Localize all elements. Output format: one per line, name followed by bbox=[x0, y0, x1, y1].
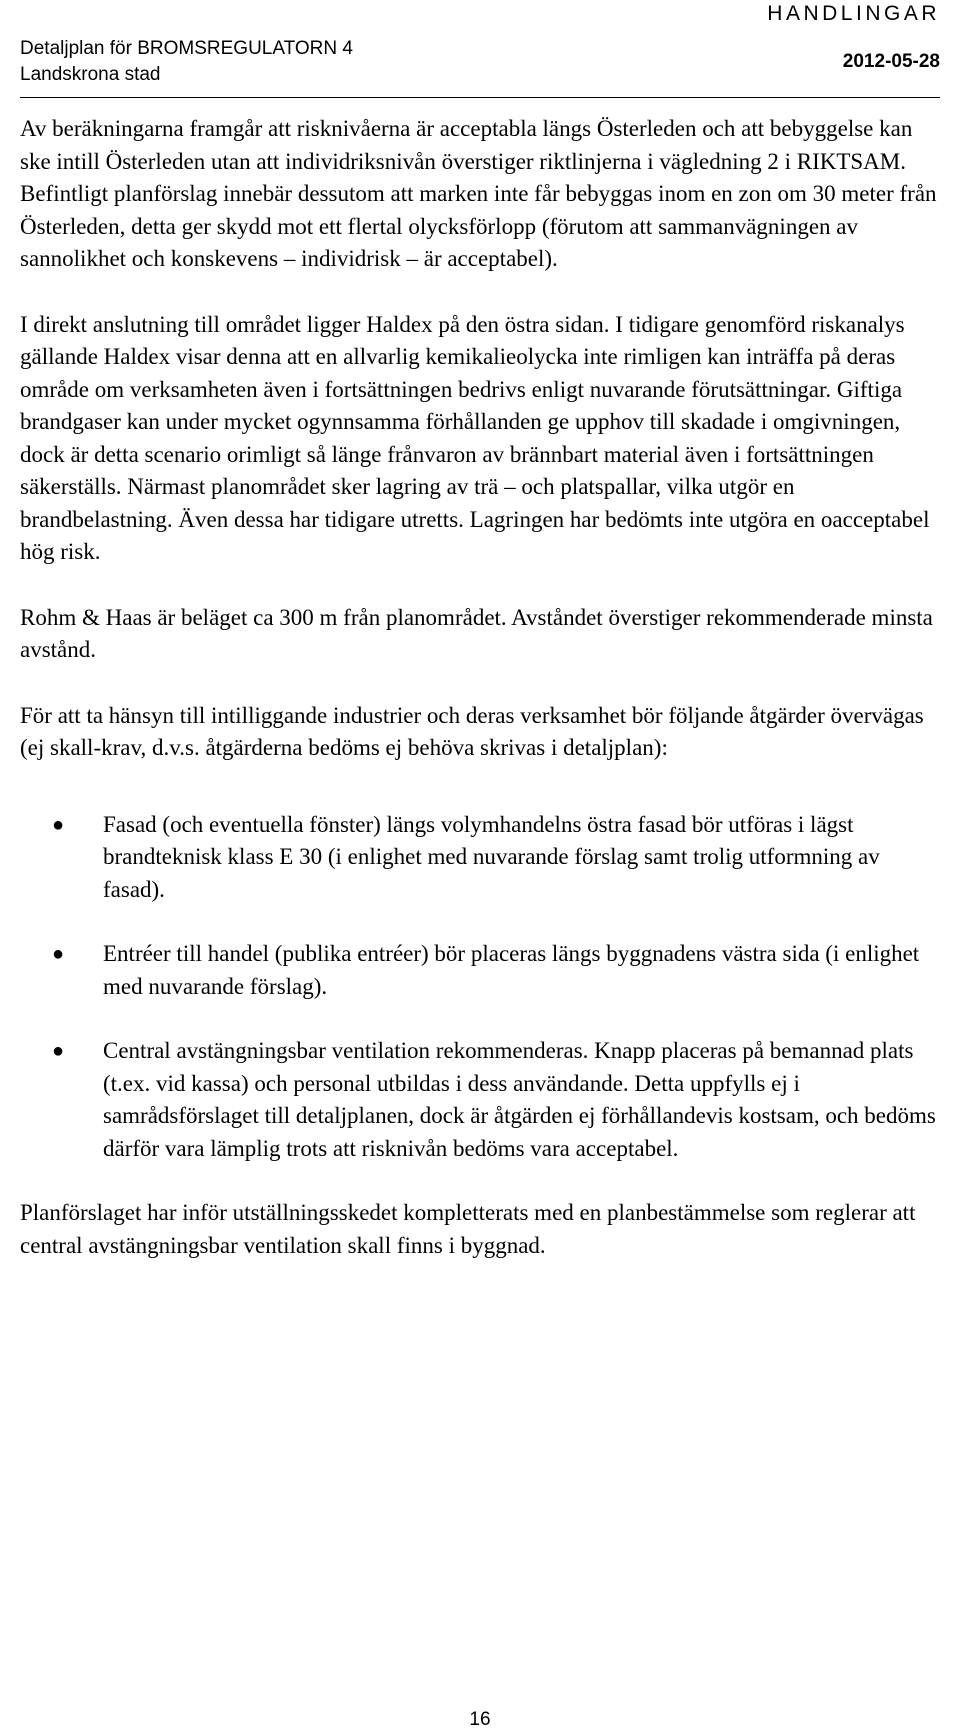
paragraph-haldex: I direkt anslutning till området ligger Haldex på den östra sidan. I tidigare genomförd riskanalys gällande Haldex visar denna att en allvarlig kemikalieolycka inte rimligen kan inträffa på deras område om verksamheten även i fortsättningen bedrivs enligt nuvarande förutsättningar. Giftiga brandgaser kan under mycket ogynnsamma förhållanden ge upphov till skadade i omgivningen, dock är detta scenario orimligt så länge frånvaron av brännbart material även i fortsättningen säkerställs. Närmast planområdet sker lagring av trä – och platspallar, vilka utgör en brandbelastning. Även dessa har tidigare utretts. Lagringen har bedömts inte utgöra en oacceptabel hög risk. bbox=[20, 311, 930, 564]
bullet-icon: ● bbox=[52, 813, 65, 836]
paragraph-closing: Planförslaget har inför utställningsskedet kompletterats med en planbestämmelse som reglerar att central avstängningsbar ventilation skall finns i byggnad. bbox=[20, 1200, 916, 1258]
paragraph-risk-levels: Av beräkningarna framgår att risknivåerna är acceptabla längs Österleden och att bebyggelse kan ske intill Österleden utan att individriksnivån överstiger riktlinjerna i vägledning 2 i RIKTSAM. Befintligt planförslag innebär dessutom att marken inte får bebyggas inom en zon om 30 meter från Österleden, detta ger skydd mot ett flertal olycksförlopp (förutom att sammanvägningen av sannolikhet och konskevens – individrisk – är acceptabel). bbox=[20, 116, 937, 271]
document-type: HANDLINGAR bbox=[767, 2, 940, 25]
organization-name: Landskrona stad bbox=[20, 64, 161, 85]
page-number: 16 bbox=[469, 1709, 491, 1730]
measure-text: Central avstängningsbar ventilation rekommenderas. Knapp placeras på bemannad plats (t.ex. vid kassa) och personal utbildas i dess användande. Detta uppfylls ej i samrådsförslaget till detaljplanen, dock är åtgärden ej förhållandevis kostsam, och bedöms därför vara lämplig trots att risknivån bedöms vara acceptabel. bbox=[103, 1038, 936, 1161]
document-title: Detaljplan för BROMSREGULATORN 4 bbox=[20, 38, 353, 59]
measures-list bbox=[20, 809, 940, 1166]
measure-text: Fasad (och eventuella fönster) längs volymhandelns östra fasad bör utföras i lägst brandteknisk klass E 30 (i enlighet med nuvarande förslag samt trolig utformning av fasad). bbox=[103, 811, 880, 902]
paragraph-measures-intro: För att ta hänsyn till intilliggande industrier och deras verksamhet bör följande åtgärder övervägas (ej skall-krav, d.v.s. åtgärderna bedöms ej behöva skrivas i detaljplan): bbox=[20, 702, 924, 760]
document-body bbox=[20, 113, 940, 1295]
page-header bbox=[20, 0, 940, 98]
bullet-icon: ● bbox=[52, 1040, 65, 1062]
paragraph-rohm-haas: Rohm & Haas är beläget ca 300 m från planområdet. Avståndet överstiger rekommenderade minsta avstånd. bbox=[20, 604, 933, 662]
document-date: 2012-05-28 bbox=[842, 51, 940, 72]
bullet-icon: ● bbox=[52, 943, 65, 965]
list-item bbox=[20, 809, 940, 907]
measure-text: Entréer till handel (publika entréer) bör placeras längs byggnadens västra sida (i enlighet med nuvarande förslag). bbox=[103, 941, 920, 999]
list-item bbox=[20, 938, 940, 1003]
list-item bbox=[20, 1035, 940, 1165]
